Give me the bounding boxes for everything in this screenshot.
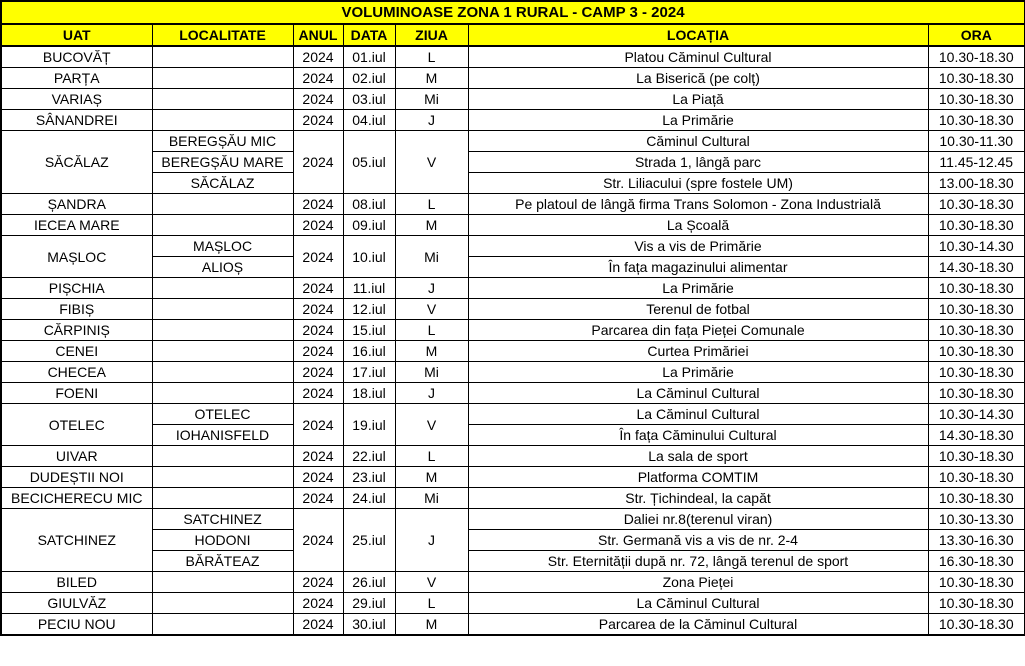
table-row — [1, 173, 1025, 194]
table-row — [1, 278, 1025, 299]
locatia-cell: Str. Eternității după nr. 72, lângă terenul de sport — [468, 551, 928, 572]
locatia-cell: Str. Germană vis a vis de nr. 2-4 — [468, 530, 928, 551]
anul-cell: 2024 — [293, 236, 343, 278]
data-cell: 09.iul — [343, 215, 395, 236]
table-row — [1, 236, 1025, 257]
localitate-cell: BEREGȘĂU MARE — [152, 152, 293, 173]
anul-cell: 2024 — [293, 614, 343, 636]
anul-cell: 2024 — [293, 362, 343, 383]
localitate-cell — [152, 215, 293, 236]
table-row — [1, 152, 1025, 173]
ziua-cell: M — [395, 215, 468, 236]
ziua-cell: V — [395, 299, 468, 320]
uat-cell: UIVAR — [1, 446, 152, 467]
localitate-cell: ALIOȘ — [152, 257, 293, 278]
uat-cell: MAȘLOC — [1, 236, 152, 278]
uat-cell: BECICHERECU MIC — [1, 488, 152, 509]
uat-cell: BUCOVĂȚ — [1, 46, 152, 68]
ziua-cell: V — [395, 572, 468, 593]
table-row — [1, 572, 1025, 593]
table-row — [1, 383, 1025, 404]
column-header-locatia: LOCAȚIA — [468, 24, 928, 46]
ziua-cell: J — [395, 110, 468, 131]
uat-cell: BILED — [1, 572, 152, 593]
anul-cell: 2024 — [293, 509, 343, 572]
localitate-cell — [152, 46, 293, 68]
localitate-cell — [152, 110, 293, 131]
localitate-cell — [152, 593, 293, 614]
localitate-cell — [152, 341, 293, 362]
locatia-cell: Pe platoul de lângă firma Trans Solomon - Zona Industrială — [468, 194, 928, 215]
localitate-cell: SATCHINEZ — [152, 509, 293, 530]
localitate-cell: HODONI — [152, 530, 293, 551]
column-header-data: DATA — [343, 24, 395, 46]
ora-cell: 10.30-13.30 — [928, 509, 1025, 530]
locatia-cell: La Primărie — [468, 278, 928, 299]
table-row — [1, 68, 1025, 89]
table-row — [1, 551, 1025, 572]
anul-cell: 2024 — [293, 404, 343, 446]
localitate-cell — [152, 446, 293, 467]
anul-cell: 2024 — [293, 278, 343, 299]
locatia-cell: Zona Pieței — [468, 572, 928, 593]
table-row — [1, 467, 1025, 488]
localitate-cell: BEREGȘĂU MIC — [152, 131, 293, 152]
table-row — [1, 341, 1025, 362]
locatia-cell: Platou Căminul Cultural — [468, 46, 928, 68]
anul-cell: 2024 — [293, 341, 343, 362]
ziua-cell: L — [395, 320, 468, 341]
locatia-cell: La Biserică (pe colț) — [468, 68, 928, 89]
uat-cell: FOENI — [1, 383, 152, 404]
ora-cell: 10.30-18.30 — [928, 46, 1025, 68]
ora-cell: 14.30-18.30 — [928, 425, 1025, 446]
table-row — [1, 299, 1025, 320]
data-cell: 02.iul — [343, 68, 395, 89]
ziua-cell: L — [395, 446, 468, 467]
locatia-cell: În fața Căminului Cultural — [468, 425, 928, 446]
table-row — [1, 215, 1025, 236]
ora-cell: 10.30-18.30 — [928, 614, 1025, 636]
locatia-cell: La Căminul Cultural — [468, 404, 928, 425]
uat-cell: DUDEȘTII NOI — [1, 467, 152, 488]
localitate-cell: MAȘLOC — [152, 236, 293, 257]
ora-cell: 10.30-18.30 — [928, 467, 1025, 488]
ora-cell: 10.30-18.30 — [928, 362, 1025, 383]
data-cell: 04.iul — [343, 110, 395, 131]
data-cell: 08.iul — [343, 194, 395, 215]
data-cell: 15.iul — [343, 320, 395, 341]
localitate-cell: SĂCĂLAZ — [152, 173, 293, 194]
ora-cell: 10.30-14.30 — [928, 404, 1025, 425]
table-row — [1, 89, 1025, 110]
locatia-cell: Terenul de fotbal — [468, 299, 928, 320]
localitate-cell — [152, 467, 293, 488]
ora-cell: 10.30-18.30 — [928, 383, 1025, 404]
ora-cell: 10.30-18.30 — [928, 68, 1025, 89]
ora-cell: 10.30-18.30 — [928, 299, 1025, 320]
ziua-cell: M — [395, 68, 468, 89]
ora-cell: 10.30-18.30 — [928, 488, 1025, 509]
uat-cell: OTELEC — [1, 404, 152, 446]
table-row — [1, 194, 1025, 215]
ziua-cell: M — [395, 614, 468, 636]
ora-cell: 10.30-18.30 — [928, 278, 1025, 299]
uat-cell: CHECEA — [1, 362, 152, 383]
ziua-cell: M — [395, 341, 468, 362]
uat-cell: PARȚA — [1, 68, 152, 89]
ora-cell: 10.30-18.30 — [928, 446, 1025, 467]
ziua-cell: J — [395, 509, 468, 572]
ora-cell: 16.30-18.30 — [928, 551, 1025, 572]
locatia-cell: Vis a vis de Primărie — [468, 236, 928, 257]
locatia-cell: La Primărie — [468, 110, 928, 131]
ora-cell: 10.30-18.30 — [928, 110, 1025, 131]
table-body — [1, 46, 1025, 635]
table-row — [1, 446, 1025, 467]
ora-cell: 10.30-14.30 — [928, 236, 1025, 257]
uat-cell: VARIAȘ — [1, 89, 152, 110]
anul-cell: 2024 — [293, 320, 343, 341]
column-header-ziua: ZIUA — [395, 24, 468, 46]
uat-cell: ȘANDRA — [1, 194, 152, 215]
anul-cell: 2024 — [293, 383, 343, 404]
locatia-cell: Parcarea din fața Pieței Comunale — [468, 320, 928, 341]
ziua-cell: Mi — [395, 89, 468, 110]
ora-cell: 10.30-18.30 — [928, 341, 1025, 362]
data-cell: 17.iul — [343, 362, 395, 383]
table-row — [1, 131, 1025, 152]
ziua-cell: V — [395, 131, 468, 194]
localitate-cell — [152, 68, 293, 89]
data-cell: 18.iul — [343, 383, 395, 404]
table-row — [1, 593, 1025, 614]
column-header-ora: ORA — [928, 24, 1025, 46]
locatia-cell: La Piață — [468, 89, 928, 110]
locatia-cell: În fața magazinului alimentar — [468, 257, 928, 278]
data-cell: 10.iul — [343, 236, 395, 278]
ziua-cell: Mi — [395, 236, 468, 278]
uat-cell: FIBIȘ — [1, 299, 152, 320]
table-row — [1, 530, 1025, 551]
table-row — [1, 425, 1025, 446]
data-cell: 03.iul — [343, 89, 395, 110]
ziua-cell: L — [395, 194, 468, 215]
table-row — [1, 509, 1025, 530]
table-row — [1, 320, 1025, 341]
uat-cell: SATCHINEZ — [1, 509, 152, 572]
localitate-cell — [152, 383, 293, 404]
locatia-cell: La Căminul Cultural — [468, 593, 928, 614]
ora-cell: 13.30-16.30 — [928, 530, 1025, 551]
ziua-cell: L — [395, 593, 468, 614]
data-cell: 16.iul — [343, 341, 395, 362]
uat-cell: PECIU NOU — [1, 614, 152, 636]
anul-cell: 2024 — [293, 194, 343, 215]
ziua-cell: Mi — [395, 362, 468, 383]
ora-cell: 10.30-18.30 — [928, 215, 1025, 236]
localitate-cell: BĂRĂTEAZ — [152, 551, 293, 572]
ziua-cell: J — [395, 278, 468, 299]
locatia-cell: Curtea Primăriei — [468, 341, 928, 362]
ora-cell: 10.30-18.30 — [928, 593, 1025, 614]
table-header-row — [1, 24, 1025, 46]
column-header-uat: UAT — [1, 24, 152, 46]
locatia-cell: La Școală — [468, 215, 928, 236]
ora-cell: 10.30-18.30 — [928, 320, 1025, 341]
data-cell: 11.iul — [343, 278, 395, 299]
ziua-cell: V — [395, 404, 468, 446]
column-header-localitate: LOCALITATE — [152, 24, 293, 46]
ziua-cell: J — [395, 383, 468, 404]
data-cell: 29.iul — [343, 593, 395, 614]
data-cell: 30.iul — [343, 614, 395, 636]
locatia-cell: Strada 1, lângă parc — [468, 152, 928, 173]
anul-cell: 2024 — [293, 467, 343, 488]
localitate-cell — [152, 362, 293, 383]
anul-cell: 2024 — [293, 46, 343, 68]
locatia-cell: Platforma COMTIM — [468, 467, 928, 488]
table-row — [1, 488, 1025, 509]
locatia-cell: Str. Țichindeal, la capăt — [468, 488, 928, 509]
data-cell: 23.iul — [343, 467, 395, 488]
locatia-cell: La sala de sport — [468, 446, 928, 467]
uat-cell: GIULVĂZ — [1, 593, 152, 614]
anul-cell: 2024 — [293, 446, 343, 467]
data-cell: 25.iul — [343, 509, 395, 572]
ora-cell: 13.00-18.30 — [928, 173, 1025, 194]
locatia-cell: La Căminul Cultural — [468, 383, 928, 404]
localitate-cell — [152, 89, 293, 110]
table-row — [1, 46, 1025, 68]
locatia-cell: Daliei nr.8(terenul viran) — [468, 509, 928, 530]
anul-cell: 2024 — [293, 89, 343, 110]
data-cell: 24.iul — [343, 488, 395, 509]
ziua-cell: Mi — [395, 488, 468, 509]
page-title: VOLUMINOASE ZONA 1 RURAL - CAMP 3 - 2024 — [1, 1, 1025, 24]
localitate-cell — [152, 572, 293, 593]
locatia-cell: Căminul Cultural — [468, 131, 928, 152]
table-row — [1, 614, 1025, 636]
localitate-cell: IOHANISFELD — [152, 425, 293, 446]
ora-cell: 11.45-12.45 — [928, 152, 1025, 173]
table-row — [1, 110, 1025, 131]
ora-cell: 14.30-18.30 — [928, 257, 1025, 278]
anul-cell: 2024 — [293, 299, 343, 320]
localitate-cell — [152, 614, 293, 636]
localitate-cell — [152, 278, 293, 299]
localitate-cell — [152, 488, 293, 509]
anul-cell: 2024 — [293, 110, 343, 131]
anul-cell: 2024 — [293, 488, 343, 509]
anul-cell: 2024 — [293, 572, 343, 593]
data-cell: 19.iul — [343, 404, 395, 446]
data-cell: 05.iul — [343, 131, 395, 194]
locatia-cell: La Primărie — [468, 362, 928, 383]
data-cell: 12.iul — [343, 299, 395, 320]
column-header-anul: ANUL — [293, 24, 343, 46]
anul-cell: 2024 — [293, 215, 343, 236]
locatia-cell: Str. Liliacului (spre fostele UM) — [468, 173, 928, 194]
anul-cell: 2024 — [293, 68, 343, 89]
ora-cell: 10.30-18.30 — [928, 194, 1025, 215]
localitate-cell — [152, 194, 293, 215]
uat-cell: IECEA MARE — [1, 215, 152, 236]
data-cell: 01.iul — [343, 46, 395, 68]
ora-cell: 10.30-18.30 — [928, 572, 1025, 593]
localitate-cell: OTELEC — [152, 404, 293, 425]
table-row — [1, 257, 1025, 278]
anul-cell: 2024 — [293, 593, 343, 614]
uat-cell: SĂCĂLAZ — [1, 131, 152, 194]
uat-cell: SÂNANDREI — [1, 110, 152, 131]
localitate-cell — [152, 320, 293, 341]
ziua-cell: L — [395, 46, 468, 68]
data-cell: 26.iul — [343, 572, 395, 593]
uat-cell: CĂRPINIȘ — [1, 320, 152, 341]
locatia-cell: Parcarea de la Căminul Cultural — [468, 614, 928, 636]
data-cell: 22.iul — [343, 446, 395, 467]
uat-cell: CENEI — [1, 341, 152, 362]
ora-cell: 10.30-18.30 — [928, 89, 1025, 110]
anul-cell: 2024 — [293, 131, 343, 194]
table-row — [1, 362, 1025, 383]
uat-cell: PIȘCHIA — [1, 278, 152, 299]
ora-cell: 10.30-11.30 — [928, 131, 1025, 152]
table-row — [1, 404, 1025, 425]
table-title-row — [1, 1, 1025, 24]
localitate-cell — [152, 299, 293, 320]
ziua-cell: M — [395, 467, 468, 488]
